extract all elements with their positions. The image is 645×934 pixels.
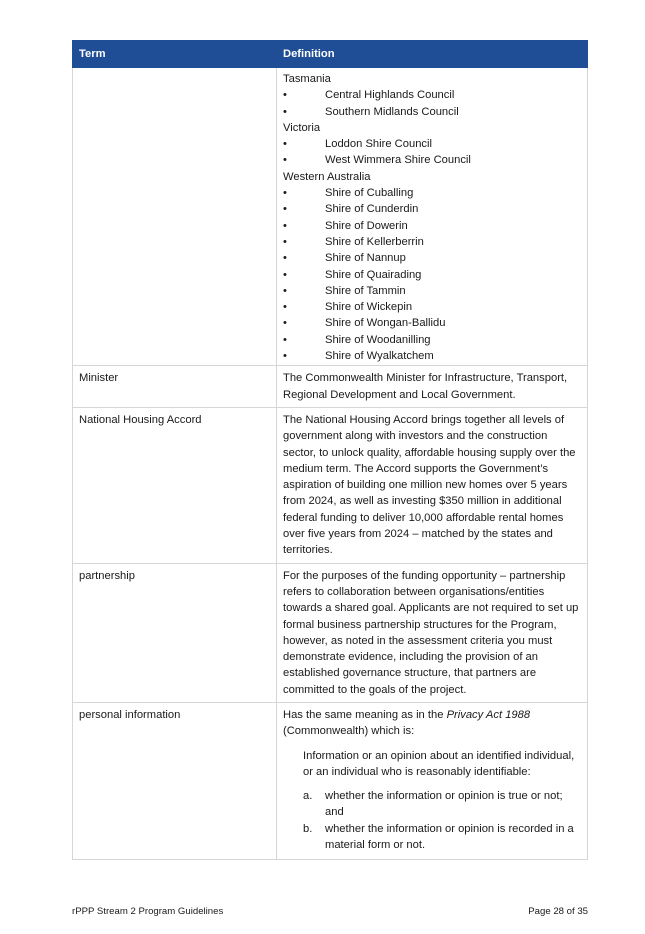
bullet-icon: • [283, 235, 287, 248]
lettered-list [303, 788, 581, 853]
list-item [283, 201, 581, 217]
list-text: whether the information or opinion is true or not; and [325, 790, 563, 819]
list-item [283, 348, 581, 364]
region-heading: Victoria [283, 121, 321, 134]
list-item [283, 136, 581, 152]
definition-cell [277, 563, 588, 702]
bullet-icon: • [283, 203, 287, 216]
definition-cell [277, 366, 588, 408]
council-name: Shire of Wyalkatchem [325, 350, 434, 363]
list-item [283, 267, 581, 283]
council-name: Shire of Cuballing [325, 187, 414, 200]
term-cell: Minister [73, 366, 277, 408]
definition-intro [283, 707, 581, 740]
lga-region-list [283, 71, 581, 364]
bullet-icon: • [283, 105, 287, 118]
term-cell: personal information [73, 702, 277, 859]
definition-cell [277, 702, 588, 859]
definition-text: The National Housing Accord brings together all levels of government along with investors and the construction sector, to unlock quality, affordable housing supply over the medium term. The Accord supports the Government’s aspiration of building one million new homes over 5 years from 2024, as well as investing $350 million in additional federal funding to deliver 10,000 affordable rental homes over five years from 2024 – matched by the states and territories. [283, 413, 576, 557]
region-heading: Western Australia [283, 170, 371, 183]
list-item [283, 218, 581, 234]
council-name: Shire of Cunderdin [325, 203, 419, 216]
list-item [283, 299, 581, 315]
bullet-icon: • [283, 138, 287, 151]
definition-cell [277, 407, 588, 563]
council-name: Loddon Shire Council [325, 138, 432, 151]
bullet-icon: • [283, 252, 287, 265]
term-cell: National Housing Accord [73, 407, 277, 563]
council-name: Southern Midlands Council [325, 105, 459, 118]
council-name: Shire of Nannup [325, 252, 406, 265]
table-row-lga-continued [73, 68, 588, 366]
bullet-icon: • [283, 350, 287, 363]
definition-text: For the purposes of the funding opportunity – partnership refers to collaboration between organisations/entities towards a shared goal. Applicants are not required to set up formal business partnership structures for the Program, however, as noted in the assessment criteria you must demonstrate evidence, including the provision of an established governance structure, that partners are committed to the goals of the project. [283, 569, 579, 696]
bullet-icon: • [283, 301, 287, 314]
list-item [303, 821, 581, 854]
header-definition: Definition [277, 41, 588, 68]
council-name: Shire of Dowerin [325, 219, 408, 232]
council-name: Central Highlands Council [325, 89, 455, 102]
intro-text: Has the same meaning as in the [283, 708, 447, 721]
list-item [283, 87, 581, 103]
council-name: Shire of Tammin [325, 284, 406, 297]
table-row-partnership [73, 563, 588, 702]
act-name: Privacy Act 1988 [446, 708, 531, 721]
term-cell: partnership [73, 563, 277, 702]
bullet-icon: • [283, 333, 287, 346]
council-name: Shire of Wickepin [325, 301, 413, 314]
list-item [283, 315, 581, 331]
definition-text: The Commonwealth Minister for Infrastructure, Transport, Regional Development and Local Government. [283, 372, 568, 401]
list-item [283, 234, 581, 250]
bullet-icon: • [283, 268, 287, 281]
council-name: West Wimmera Shire Council [325, 154, 471, 167]
table-header-row [73, 41, 588, 68]
council-name: Shire of Quairading [325, 268, 422, 281]
table-row-accord [73, 407, 588, 563]
bullet-icon: • [283, 187, 287, 200]
council-name: Shire of Kellerberrin [325, 235, 424, 248]
bullet-icon: • [283, 317, 287, 330]
list-text: whether the information or opinion is recorded in a material form or not. [325, 822, 574, 852]
list-item [283, 104, 581, 120]
council-name: Shire of Wongan-Ballidu [325, 317, 446, 330]
list-item [283, 185, 581, 201]
bullet-icon: • [283, 154, 287, 167]
list-item [283, 332, 581, 348]
list-item [283, 152, 581, 168]
definition-quote: Information or an opinion about an identified individual, or an individual who is reasonably identifiable: [303, 749, 575, 778]
list-letter: a. [303, 790, 313, 803]
term-cell-empty [73, 68, 277, 366]
table-row-minister [73, 366, 588, 408]
definition-cell-lga [277, 68, 588, 366]
list-item [283, 250, 581, 266]
list-item [283, 283, 581, 299]
footer-page-number: Page 28 of 35 [528, 906, 588, 917]
table-row-personal-information [73, 702, 588, 859]
definitions-table [72, 40, 588, 860]
header-term: Term [73, 41, 277, 68]
region-heading: Tasmania [283, 73, 331, 85]
footer-document-title: rPPP Stream 2 Program Guidelines [72, 906, 224, 917]
council-name: Shire of Woodanilling [325, 333, 431, 346]
intro-text-end: (Commonwealth) which is: [283, 725, 415, 738]
list-item [303, 788, 581, 821]
bullet-icon: • [283, 89, 287, 102]
bullet-icon: • [283, 219, 287, 232]
bullet-icon: • [283, 284, 287, 297]
list-letter: b. [303, 822, 313, 835]
